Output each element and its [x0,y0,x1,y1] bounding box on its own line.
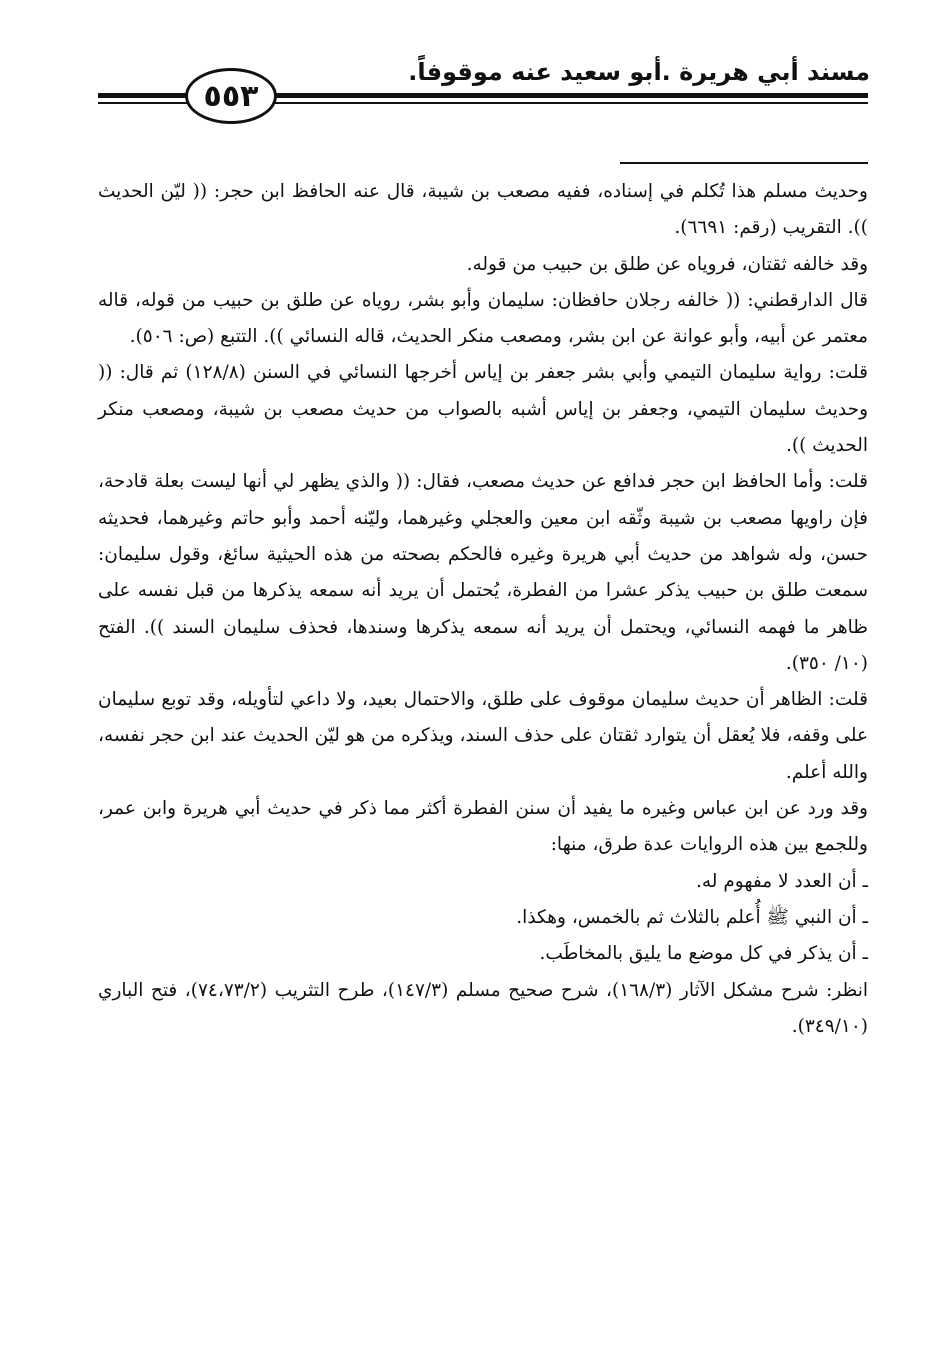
footnote-separator [620,162,868,164]
paragraph: قلت: رواية سليمان التيمي وأبي بشر جعفر بن إياس أخرجها النسائي في السنن (١٢٨/٨) ثم قال: (( وحديث سليمان التيمي، وجعفر بن إياس أشبه بالصواب من حديث مصعب بن شيبة، ومصعب منكر الحديث )). [98,362,868,457]
page-number-badge [185,68,277,124]
paragraph: وقد ورد عن ابن عباس وغيره ما يفيد أن سنن الفطرة أكثر مما ذكر في حديث أبي هريرة وابن عمر، وللجمع بين هذه الروايات عدة طرق، منها: [98,798,868,856]
page-number: ٥٥٣ [203,78,259,114]
paragraph: وقد خالفه ثقتان، فروياه عن طلق بن حبيب من قوله. [466,253,868,275]
paragraph: قال الدارقطني: (( خالفه رجلان حافظان: سليمان وأبو بشر، روياه عن طلق بن حبيب من قوله، قاله معتمر عن أبيه، وأبو عوانة عن ابن بشر، ومصعب منكر الحديث، قاله النسائي )). التتبع (ص: ٥٠٦). [98,289,868,348]
footnote-text [98,174,868,1045]
paragraph: وحديث مسلم هذا تُكلم في إسناده، ففيه مصعب بن شيبة، قال عنه الحافظ ابن حجر: (( ليّن الحديث )). التقريب (رقم: ٦٦٩١). [98,181,868,239]
references-paragraph: انظر: شرح مشكل الآثار (١٦٨/٣)، شرح صحيح مسلم (١٤٧/٣)، طرح التثريب (٧٤،٧٣/٢)، فتح الباري (٣٤٩/١٠). [98,979,868,1037]
running-title: مسند أبي هريرة .أبو سعيد عنه موقوفاً. [408,58,870,86]
list-item: ـ أن العدد لا مفهوم له. [696,870,868,892]
list-item: ـ أن النبي ﷺ أُعلم بالثلاث ثم بالخمس، وهكذا. [516,906,868,928]
list-item: ـ أن يذكر في كل موضع ما يليق بالمخاطَب. [539,943,868,965]
paragraph: قلت: وأما الحافظ ابن حجر فدافع عن حديث مصعب، فقال: (( والذي يظهر لي أنها ليست بعلة قادحة، فإن راويها مصعب بن شيبة وثّقه ابن معين والعجلي وغيرهما، وليّنه أحمد وأبو حاتم وغيرهما، فحديثه حسن، وله شواهد من حديث أبي هريرة وغيره فالحكم بصحته من هذه الحيثية سائغ، وقول سليمان: سمعت طلق بن حبيب يذكر عشرا من الفطرة، يُحتمل أن يريد أنه سمعه يذكرها من قبل نفسه على ظاهر ما فهمه النسائي، ويحتمل أن يريد أنه سمعه يذكرها وسندها، فحذف سليمان السند )). الفتح (١٠/ ٣٥٠). [98,471,868,674]
paragraph: قلت: الظاهر أن حديث سليمان موقوف على طلق، والاحتمال بعيد، ولا داعي لتأويله، وقد توبع سليمان على وقفه، فلا يُعقل أن يتوارد ثقتان على حذف السند، ويذكره من هو ليّن الحديث عند ابن حجر نفسه، والله أعلم. [98,689,868,783]
